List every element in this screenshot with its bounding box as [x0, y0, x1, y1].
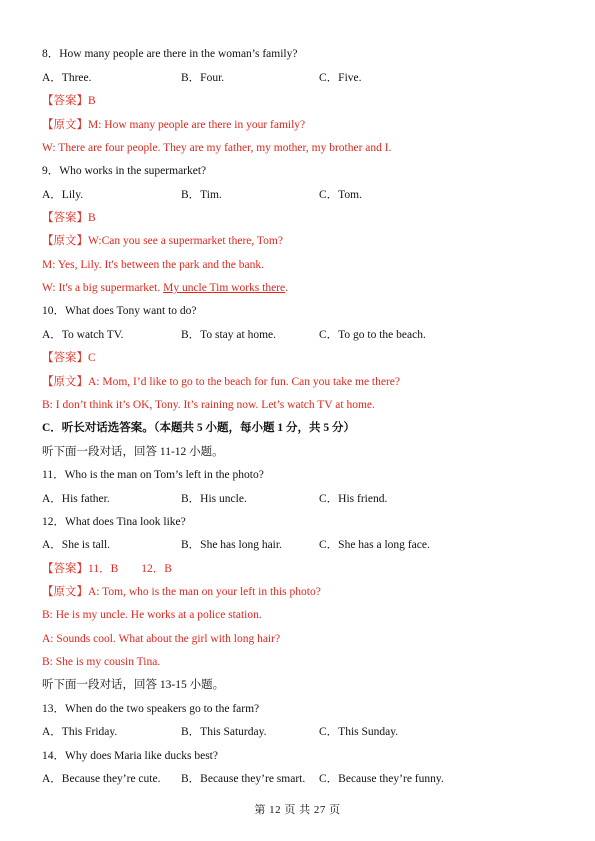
options-13: [42, 724, 565, 740]
transcript-label: 【原文】: [42, 235, 88, 247]
answer-value: 11．B 12．B: [88, 563, 172, 575]
option-b: B．Four.: [181, 72, 225, 84]
answer-label: 【答案】: [42, 95, 88, 107]
transcript-8-line-2: W: There are four people. They are my father, my mother, my brother and I.: [42, 142, 392, 154]
option-a: A．Three.: [42, 72, 92, 84]
transcript-10-line-1: 【原文】A: Mom, I’d like to go to the beach for fun. Can you take me there?: [42, 376, 401, 388]
options-14: [42, 771, 565, 787]
transcript-12-line-4: B: She is my cousin Tina.: [42, 656, 161, 668]
option-b: B．She has long hair.: [181, 539, 282, 551]
page-footer: 第 12 页 共 27 页: [254, 804, 341, 816]
option-c: C．Tom.: [319, 189, 362, 201]
option-a: A．To watch TV.: [42, 329, 124, 341]
section-c-heading: C．听长对话选答案。（本题共 5 小题，每小题 1 分，共 5 分）: [42, 422, 356, 434]
transcript-12-line-1: 【原文】A: Tom, who is the man on your left in this photo?: [42, 586, 321, 598]
option-c: C．She has a long face.: [319, 539, 430, 551]
answer-label: 【答案】: [42, 563, 88, 575]
transcript-9-line-3: W: It's a big supermarket. My uncle Tim works there.: [42, 282, 288, 294]
options-11: [42, 491, 565, 507]
answer-9: [42, 210, 565, 226]
options-12: [42, 537, 565, 553]
option-a: A．This Friday.: [42, 726, 118, 738]
transcript-label: 【原文】: [42, 586, 88, 598]
option-c: C．His friend.: [319, 493, 388, 505]
transcript-9-line-2: M: Yes, Lily. It's between the park and the bank.: [42, 259, 265, 271]
answer-value: B: [88, 212, 96, 224]
transcript-label: 【原文】: [42, 119, 88, 131]
option-c: C．Five.: [319, 72, 362, 84]
option-b: B．His uncle.: [181, 493, 247, 505]
answer-value: C: [88, 352, 96, 364]
options-10: [42, 327, 565, 343]
question-12: 12．What does Tina look like?: [42, 516, 186, 528]
transcript-9-line-1: 【原文】W:Can you see a supermarket there, Tom?: [42, 235, 283, 247]
transcript-8-line-1: 【原文】M: How many people are there in your family?: [42, 119, 306, 131]
option-c: C．This Sunday.: [319, 726, 399, 738]
option-b: B．This Saturday.: [181, 726, 267, 738]
answer-8: [42, 93, 565, 109]
question-10: 10．What does Tony want to do?: [42, 305, 197, 317]
option-b: B．To stay at home.: [181, 329, 277, 341]
transcript-10-line-2: B: I don’t think it’s OK, Tony. It’s raining now. Let’s watch TV at home.: [42, 399, 375, 411]
option-b: B．Because they’re smart.: [181, 773, 306, 785]
option-c: C．To go to the beach.: [319, 329, 426, 341]
option-a: A．Because they’re cute.: [42, 773, 161, 785]
question-9: 9．Who works in the supermarket?: [42, 165, 207, 177]
answer-value: B: [88, 95, 96, 107]
question-11: 11．Who is the man on Tom’s left in the photo?: [42, 469, 264, 481]
answer-10: [42, 350, 565, 366]
option-a: A．She is tall.: [42, 539, 111, 551]
question-13: 13．When do the two speakers go to the farm?: [42, 703, 260, 715]
options-9: [42, 187, 565, 203]
answer-11-12: [42, 561, 565, 577]
question-8: 8．How many people are there in the woman’s family?: [42, 48, 298, 60]
section-intro-13-15: 听下面一段对话，回答 13-15 小题。: [42, 679, 225, 691]
option-c: C．Because they’re funny.: [319, 773, 444, 785]
option-b: B．Tim.: [181, 189, 222, 201]
answer-label: 【答案】: [42, 352, 88, 364]
transcript-12-line-3: A: Sounds cool. What about the girl with long hair?: [42, 633, 281, 645]
transcript-12-line-2: B: He is my uncle. He works at a police station.: [42, 609, 262, 621]
underlined-clue: My uncle Tim works there: [163, 282, 286, 294]
options-8: [42, 70, 565, 86]
question-14: 14．Why does Maria like ducks best?: [42, 750, 218, 762]
option-a: A．His father.: [42, 493, 110, 505]
answer-label: 【答案】: [42, 212, 88, 224]
section-intro-11-12: 听下面一段对话，回答 11-12 小题。: [42, 446, 224, 458]
transcript-label: 【原文】: [42, 376, 88, 388]
option-a: A．Lily.: [42, 189, 84, 201]
